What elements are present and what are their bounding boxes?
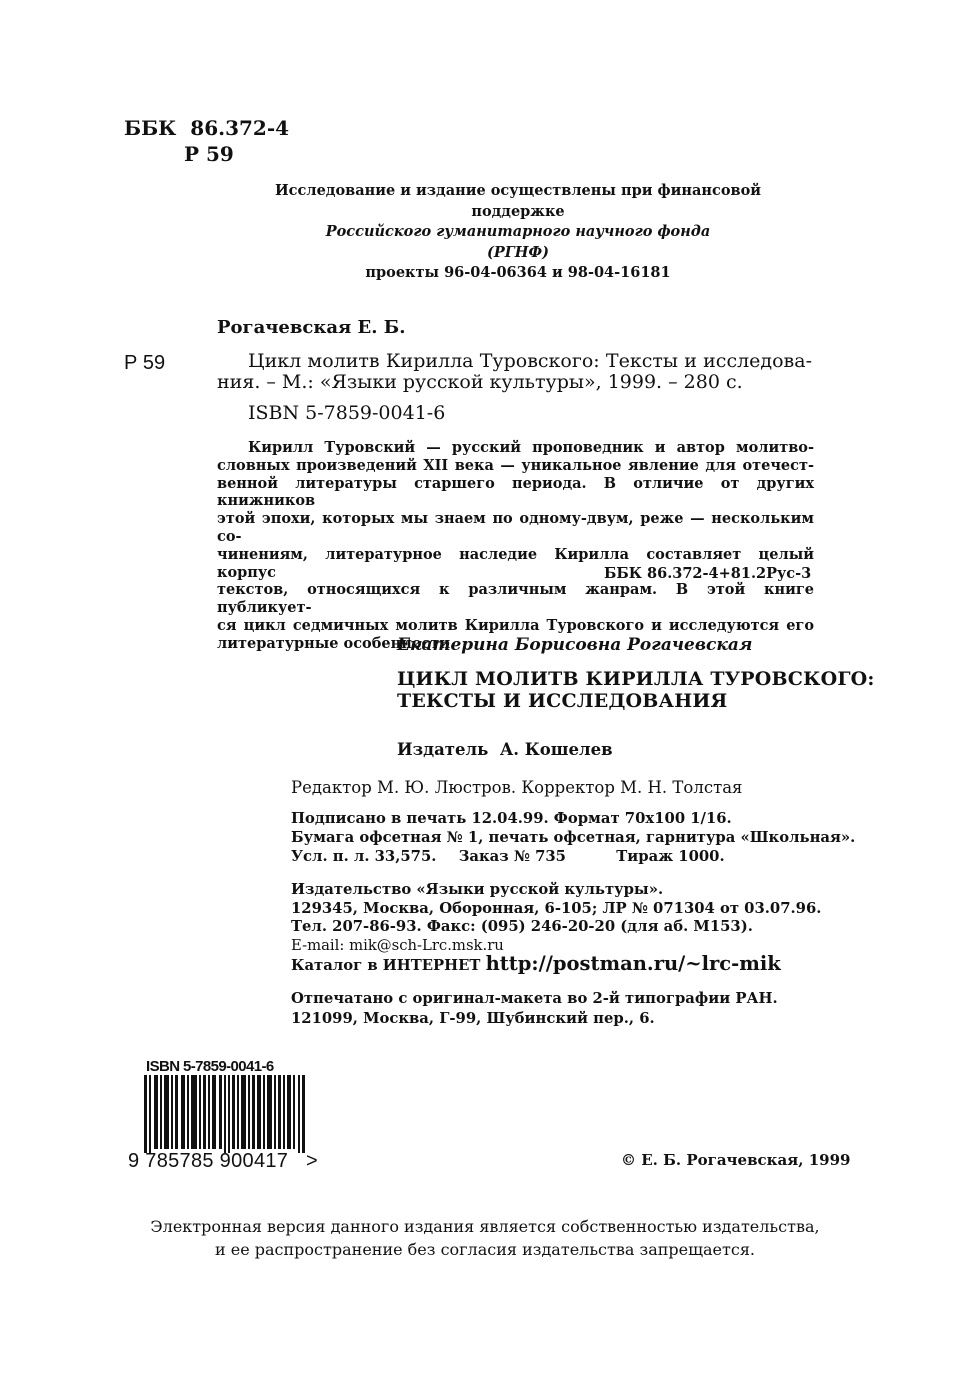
printed-line-2: 121099, Москва, Г-99, Шубинский пер., 6. (291, 1009, 655, 1027)
notice-line-2: и ее распространение без согласия издательства запрещается. (215, 1240, 755, 1259)
catalog-isbn: ISBN 5-7859-0041-6 (248, 402, 446, 424)
catalog-url: http://postman.ru/~lrc-mik (485, 952, 781, 975)
print-info (291, 809, 855, 866)
catalog-line (291, 952, 821, 976)
description-line-1: Цикл молитв Кирилла Туровского: Тексты и исследова- (248, 350, 812, 372)
printed-line-1: Отпечатано с оригинал-макета во 2-й типографии РАН. (291, 990, 778, 1007)
publisher: Издатель А. Кошелев (397, 740, 613, 759)
funding-line-4: проекты 96-04-06364 и 98-04-16181 (365, 264, 671, 281)
publisher-address (291, 881, 821, 976)
publisher-name: Издательство «Языки русской культуры». (291, 881, 664, 898)
book-title-line-1: ЦИКЛ МОЛИТВ КИРИЛЛА ТУРОВСКОГО: (397, 668, 875, 690)
author-full-name: Екатерина Борисовна Рогачевская (397, 635, 753, 655)
annotation-line: текстов, относящихся к различным жанрам. В этой книге публикует- (217, 581, 814, 617)
description-line-2: ния. – М.: «Языки русской культуры», 1999. – 280 с. (217, 371, 743, 393)
annotation-line: ся цикл седмичных молитв Кирилла Туровского и исследуются его (217, 616, 814, 634)
funding-line-3: (РГНФ) (486, 243, 550, 261)
bbk-full: ББК 86.372-4+81.2Рус-3 (604, 565, 812, 582)
electronic-notice (150, 1215, 820, 1261)
order: Заказ № 735 (458, 848, 566, 865)
editors: Редактор М. Ю. Люстров. Корректор М. Н. Толстая (291, 778, 743, 797)
catalog-mark: Р 59 (124, 352, 166, 374)
barcode-digits: 9 785785 900417 (128, 1150, 289, 1172)
volume-line (291, 847, 855, 866)
bbk-code: ББК 86.372-4 (124, 116, 290, 140)
catalog-description (217, 351, 812, 393)
email-line: E-mail: mik@sch-Lrc.msk.ru (291, 936, 504, 954)
author-mark: Р 59 (184, 142, 234, 166)
barcode-isbn-label: ISBN 5-7859-0041-6 (146, 1058, 274, 1075)
paper-line: Бумага офсетная № 1, печать офсетная, гарнитура «Школьная». (291, 829, 856, 846)
annotation-line: Кирилл Туровский — русский проповедник и автор молитво- (248, 439, 814, 456)
signed-line: Подписано в печать 12.04.99. Формат 70х100 1/16. (291, 810, 732, 827)
annotation-line: словных произведений XII века — уникальное явление для отечест- (217, 456, 814, 474)
phone-line: Тел. 207-86-93. Факс: (095) 246-20-20 (для аб. М153). (291, 918, 753, 935)
address-line: 129345, Москва, Оборонная, 6-105; ЛР № 071304 от 03.07.96. (291, 899, 822, 917)
annotation-line: чинениям, литературное наследие Кирилла составляет целый корпус (217, 545, 814, 581)
annotation-line: этой эпохи, которых мы знаем по одному-двум, реже — нескольким со- (217, 510, 814, 545)
copyright: © Е. Б. Рогачевская, 1999 (621, 1151, 851, 1169)
annotation-line: венной литературы старшего периода. В отличие от других книжников (217, 474, 814, 510)
notice-line-1: Электронная версия данного издания является собственностью издательства, (150, 1217, 820, 1236)
barcode-icon (144, 1075, 310, 1153)
annotation-line: литературные особенности. (217, 634, 456, 652)
catalog-label: Каталог в ИНТЕРНЕТ (291, 957, 481, 974)
annotation (217, 439, 814, 653)
funding-note (230, 181, 806, 284)
barcode-arrow: > (306, 1150, 318, 1172)
funding-line-1: Исследование и издание осуществлены при финансовой поддержке (274, 182, 761, 220)
printing-house (291, 989, 778, 1028)
book-title-line-2: ТЕКСТЫ И ИССЛЕДОВАНИЯ (397, 690, 728, 712)
funding-line-2: Российского гуманитарного научного фонда (325, 223, 711, 240)
catalog-author: Рогачевская Е. Б. (217, 317, 406, 338)
print-run: Тираж 1000. (616, 848, 725, 865)
volume: Усл. п. л. 33,575. (291, 848, 437, 865)
book-title (397, 668, 875, 712)
